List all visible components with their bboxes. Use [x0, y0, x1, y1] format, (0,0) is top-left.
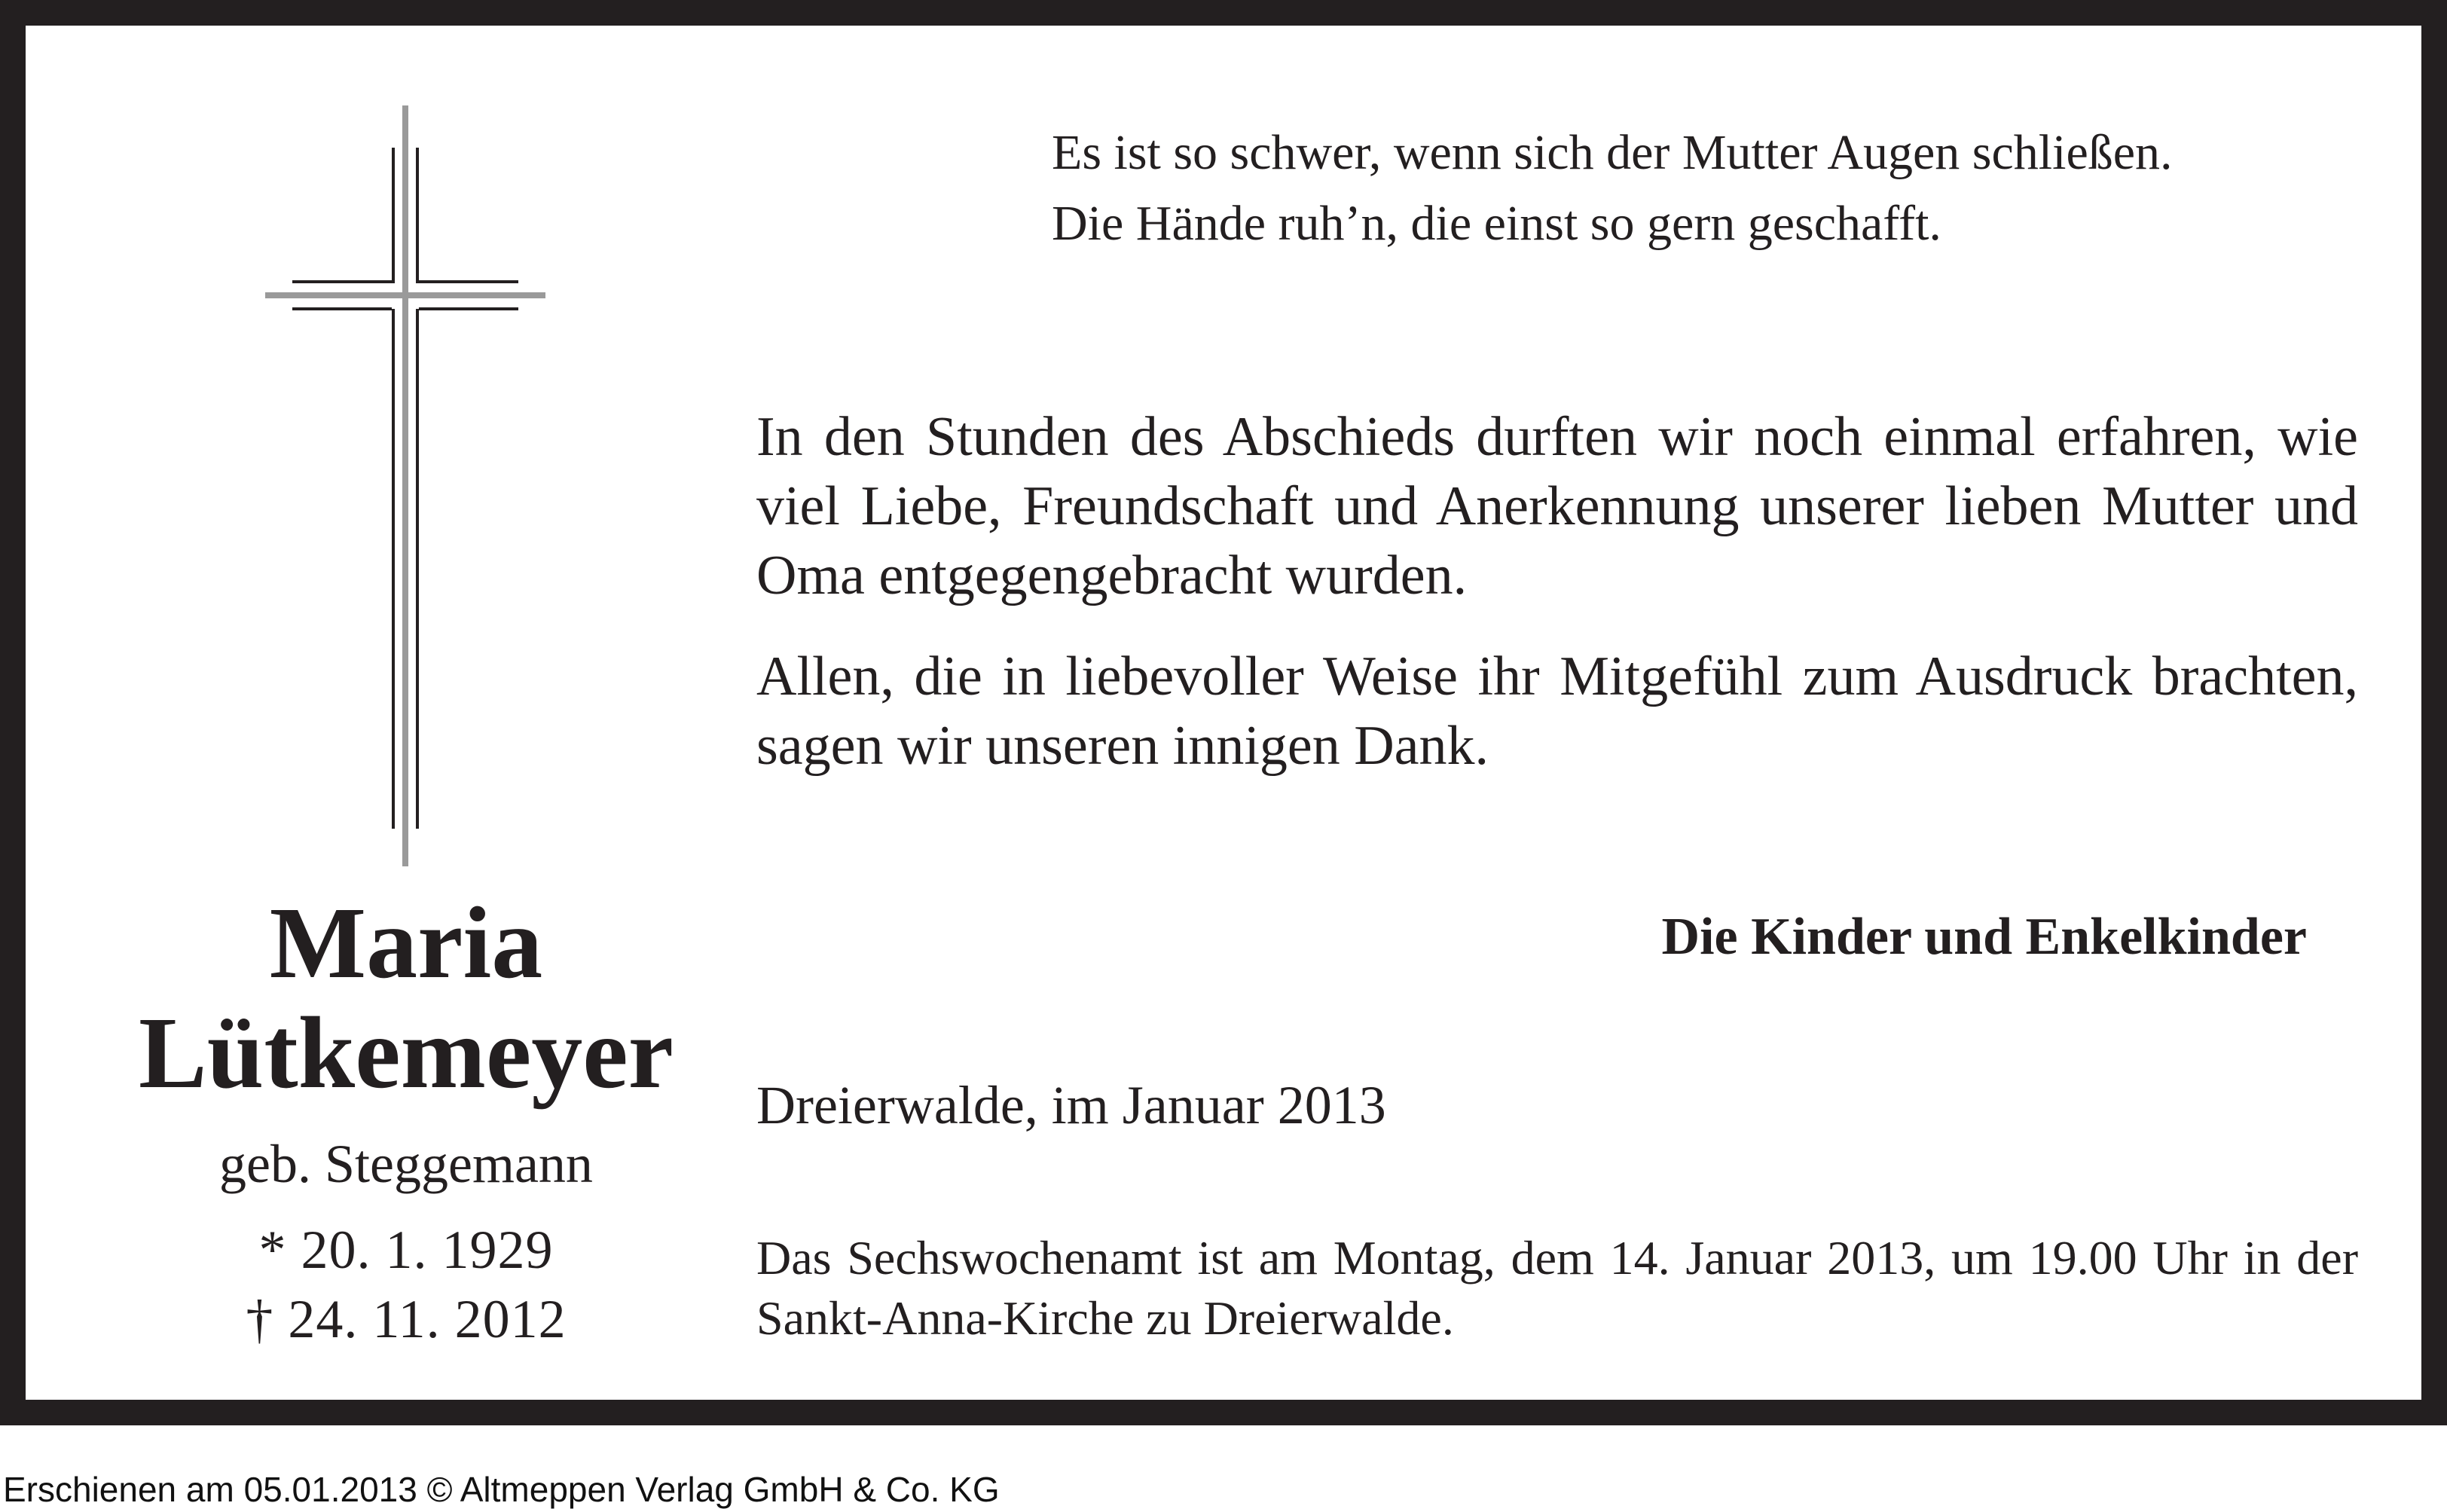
thanks-paragraph-2: Allen, die in liebevoller Weise ihr Mitgefühl zum Ausdruck brachten, sagen wir unseren innigen Dank.	[756, 646, 2358, 777]
deceased-first-name: Maria	[269, 887, 543, 1000]
birth-date: * 20. 1. 1929	[258, 1220, 554, 1280]
poem-line: Es ist so schwer, wenn sich der Mutter Augen schließen.	[1052, 125, 2173, 180]
publication-footer: Erschienen am 05.01.2013 © Altmeppen Verlag GmbH & Co. KG	[3, 1470, 1000, 1509]
signature: Die Kinder und Enkelkinder	[1661, 908, 2307, 966]
mass-notice: Das Sechswochenamt ist am Montag, dem 14. Januar 2013, um 19.00 Uhr in der Sankt-Anna-Kirche zu Dreierwalde.	[756, 1231, 2358, 1345]
deceased-last-name: Lütkemeyer	[138, 997, 674, 1110]
maiden-name: geb. Steggemann	[219, 1134, 593, 1194]
place-date: Dreierwalde, im Januar 2013	[756, 1075, 1386, 1135]
notice-body	[26, 26, 2421, 1400]
poem-line: Die Hände ruh’n, die einst so gern geschafft.	[1052, 196, 1941, 251]
death-date: † 24. 11. 2012	[246, 1289, 567, 1349]
thanks-paragraph-1: In den Stunden des Abschieds durften wir noch einmal erfahren, wie viel Liebe, Freundschaft und Anerkennung unserer lieben Mutter und Oma entgegengebracht wurden.	[756, 406, 2358, 606]
poem	[1052, 118, 2173, 259]
cross-icon	[265, 101, 545, 869]
